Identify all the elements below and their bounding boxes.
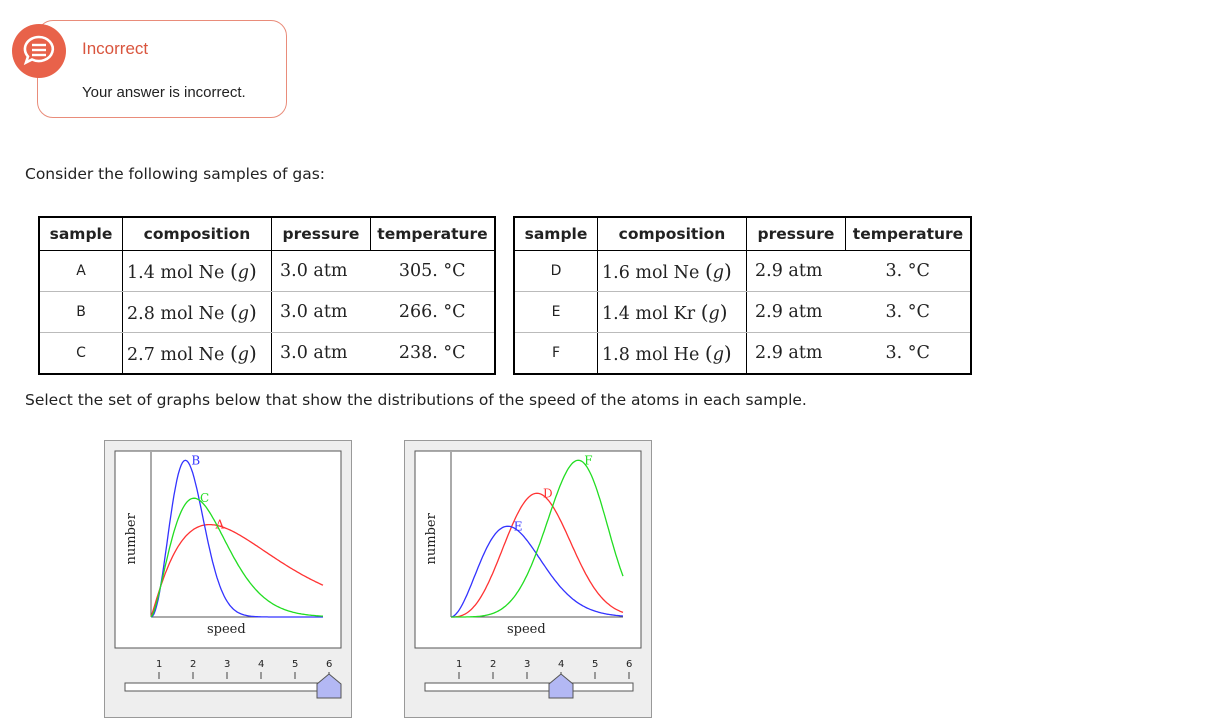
slider-track[interactable] — [125, 683, 333, 691]
header-sample: sample — [514, 217, 598, 251]
graph-option-2[interactable] — [404, 440, 652, 718]
composition-cell: 1.6 mol Ne (g) — [598, 251, 747, 292]
sample-cell: A — [39, 251, 123, 292]
table-row — [514, 292, 971, 333]
sample-cell: B — [39, 292, 123, 333]
slider-handle[interactable] — [549, 674, 573, 698]
amount-text: 1.6 mol Ne — [602, 263, 700, 283]
feedback-box — [37, 20, 287, 118]
state-text: g — [712, 345, 724, 365]
header-composition: composition — [598, 217, 747, 251]
header-pressure: pressure — [272, 217, 371, 251]
amount-text: 1.4 mol Kr — [602, 304, 696, 324]
slider-tick-label: 4 — [258, 659, 265, 670]
curve-label-d: D — [543, 486, 553, 501]
slider-tick-label: 6 — [326, 659, 333, 670]
header-composition: composition — [123, 217, 272, 251]
plot-area — [115, 451, 341, 648]
table-row — [39, 251, 495, 292]
x-axis-label: speed — [507, 622, 546, 637]
temperature-cell: 3. °C — [885, 343, 930, 363]
table-header-row — [39, 217, 495, 251]
feedback-title: Incorrect — [82, 39, 149, 58]
table-row — [514, 333, 971, 375]
slider-tick-label: 3 — [224, 659, 231, 670]
amount-text: 1.8 mol He — [602, 345, 700, 365]
gas-table-1 — [38, 216, 496, 375]
message-bubble-icon — [12, 24, 66, 78]
curve-label-c: C — [200, 491, 210, 506]
slider-tick-label: 4 — [558, 659, 565, 670]
slider-tick-label: 2 — [490, 659, 497, 670]
y-axis-label: number — [424, 513, 439, 565]
state-text: g — [712, 263, 724, 283]
sample-cell: D — [514, 251, 598, 292]
table-row — [39, 333, 495, 375]
state-text: g — [237, 345, 249, 365]
header-temperature: temperature — [371, 217, 496, 251]
x-axis-label: speed — [207, 622, 246, 637]
slider-tick-label: 5 — [592, 659, 599, 670]
curve-label-f: F — [584, 453, 593, 468]
plot-area — [415, 451, 641, 648]
slider-tick-label: 6 — [626, 659, 633, 670]
pressure-cell: 3.0 atm — [272, 251, 371, 292]
amount-text: 2.7 mol Ne — [127, 345, 225, 365]
composition-cell: 2.7 mol Ne (g) — [123, 333, 272, 375]
pressure-cell: 3.0 atm — [272, 292, 371, 333]
pressure-cell: 2.9 atm — [747, 292, 846, 333]
table-row — [39, 292, 495, 333]
header-sample: sample — [39, 217, 123, 251]
pressure-cell: 2.9 atm — [747, 251, 846, 292]
slider-tick-label: 2 — [190, 659, 197, 670]
state-text: g — [237, 304, 249, 324]
gas-table-2 — [513, 216, 972, 375]
header-temperature: temperature — [846, 217, 972, 251]
temperature-cell: 3. °C — [846, 251, 972, 292]
amount-text: 1.4 mol Ne — [127, 263, 225, 283]
curve-label-b: B — [191, 453, 201, 468]
pressure-cell: 2.9 atm — [755, 343, 823, 363]
header-pressure: pressure — [747, 217, 846, 251]
graph-option-1[interactable] — [104, 440, 352, 718]
slider-tick-label: 5 — [292, 659, 299, 670]
slider-handle[interactable] — [317, 674, 341, 698]
table-row — [514, 251, 971, 292]
pressure-cell: 3.0 atm — [280, 343, 348, 363]
composition-cell: 1.4 mol Kr (g) — [598, 292, 747, 333]
slider-tick-label: 1 — [456, 659, 463, 670]
slider-tick-label: 1 — [156, 659, 163, 670]
graph-svg — [405, 441, 653, 719]
state-text: g — [237, 263, 249, 283]
sample-cell: C — [39, 333, 123, 375]
intro-text: Consider the following samples of gas: — [25, 165, 326, 183]
y-axis-label: number — [124, 513, 139, 565]
composition-cell: 1.4 mol Ne (g) — [123, 251, 272, 292]
sample-cell: E — [514, 292, 598, 333]
temperature-cell: 3. °C — [846, 292, 972, 333]
temperature-cell: 238. °C — [398, 343, 466, 363]
table-header-row — [514, 217, 971, 251]
composition-cell: 1.8 mol He (g) — [598, 333, 747, 375]
temperature-cell: 305. °C — [371, 251, 496, 292]
state-text: g — [708, 304, 720, 324]
slider-track[interactable] — [425, 683, 633, 691]
amount-text: 2.8 mol Ne — [127, 304, 225, 324]
curve-label-e: E — [513, 519, 523, 534]
composition-cell: 2.8 mol Ne (g) — [123, 292, 272, 333]
graph-svg — [105, 441, 353, 719]
question-text: Select the set of graphs below that show the distributions of the speed of the atoms in each sample. — [25, 391, 807, 409]
slider-tick-label: 3 — [524, 659, 531, 670]
sample-cell: F — [514, 333, 598, 375]
feedback-message: Your answer is incorrect. — [82, 84, 246, 101]
curve-label-a: A — [215, 517, 225, 532]
temperature-cell: 266. °C — [371, 292, 496, 333]
